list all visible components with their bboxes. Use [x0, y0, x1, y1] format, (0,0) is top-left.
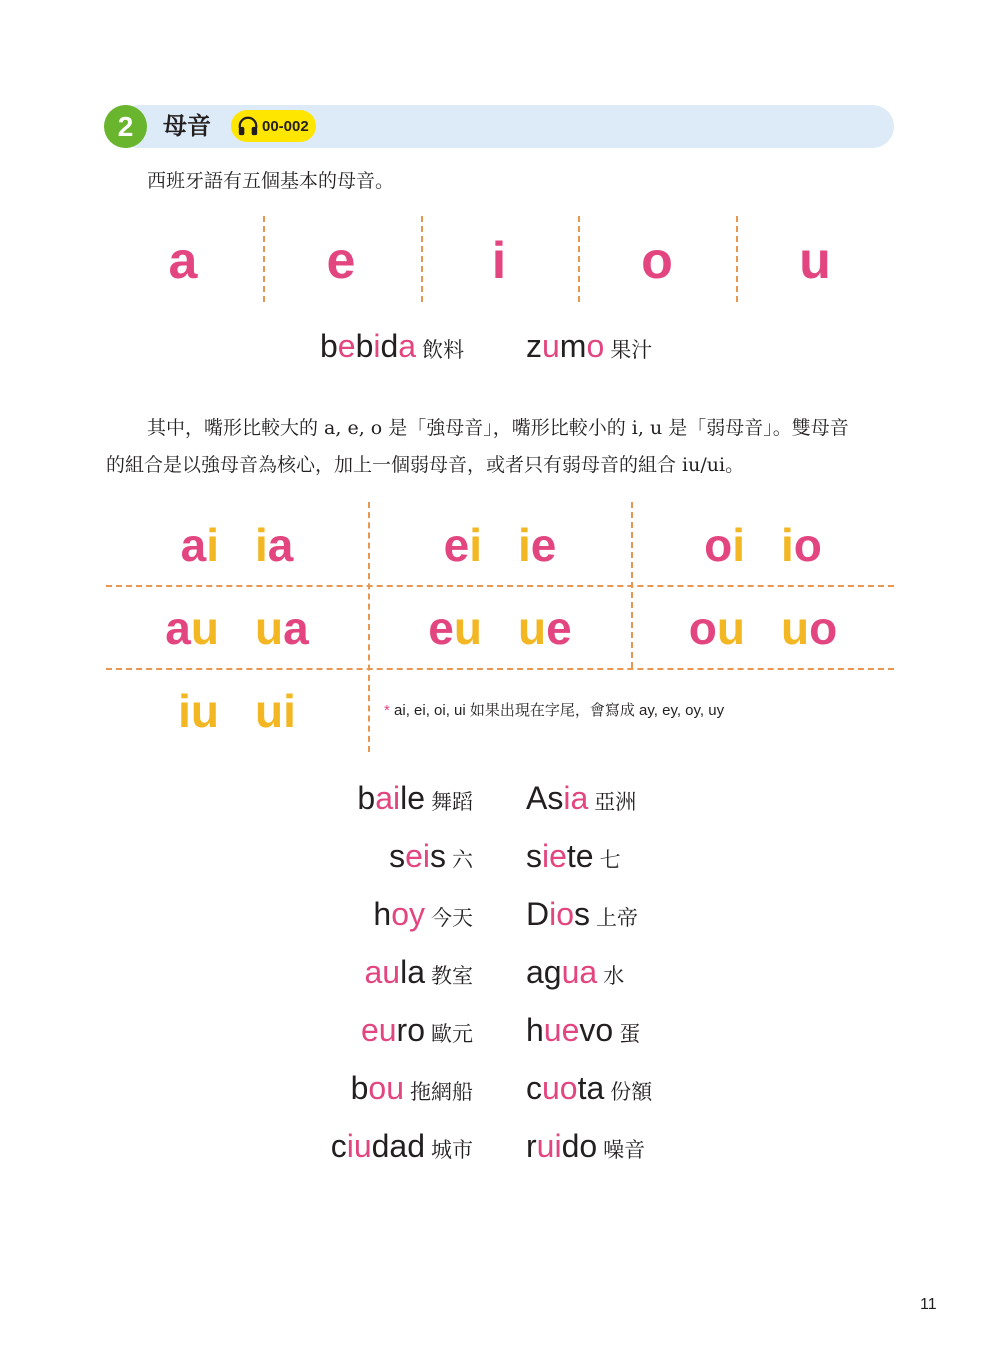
word-bou: bou 拖網船 — [350, 1070, 473, 1106]
word-gloss: 教室 — [431, 964, 473, 988]
vowel-i: i — [491, 232, 507, 290]
intro-text: 西班牙語有五個基本的母音。 — [147, 170, 395, 192]
vowel-a: a — [168, 232, 198, 290]
grid-divider — [106, 585, 894, 587]
word-part: b — [355, 328, 374, 364]
diphthong-cell — [106, 588, 368, 668]
diphthong-ie: ie — [518, 519, 557, 571]
divider — [578, 216, 580, 302]
diphthong-cell — [369, 588, 631, 668]
word-vowel: u — [542, 328, 560, 364]
diphthong-ou: ou — [688, 602, 745, 654]
word-seis: seis 六 — [389, 838, 473, 874]
divider — [263, 216, 265, 302]
diphthong-iu: iu — [178, 685, 219, 737]
vowel-u: u — [799, 232, 831, 290]
diphthong-cell — [632, 505, 894, 585]
word-gloss: 六 — [452, 848, 473, 872]
section-number-badge: 2 — [104, 105, 147, 148]
diphthong-io: io — [781, 519, 822, 571]
word-gloss: 果汁 — [610, 338, 653, 362]
diphthong-ia: ia — [255, 519, 294, 571]
diphthong-ua: ua — [255, 602, 309, 654]
word-gloss: 份額 — [610, 1080, 653, 1104]
word-hoy: hoy 今天 — [373, 896, 473, 932]
footnote-text: ai, ei, oi, ui 如果出現在字尾，會寫成 ay, ey, oy, uy — [394, 702, 725, 719]
diphthong-cell — [369, 505, 631, 585]
page-number: 11 — [920, 1296, 937, 1313]
word-part: m — [559, 328, 587, 364]
diphthong-cell — [632, 588, 894, 668]
footnote-star: * — [384, 702, 390, 719]
word-gloss: 蛋 — [619, 1022, 641, 1046]
diphthong-uo: uo — [781, 602, 838, 654]
diphthong-oi: oi — [704, 519, 745, 571]
word-siete: siete 七 — [526, 838, 621, 874]
word-gloss: 飲料 — [422, 338, 465, 362]
diphthong-ei: ei — [443, 519, 482, 571]
diphthong-ue: ue — [518, 602, 572, 654]
word-gloss: 上帝 — [596, 906, 639, 930]
diphthong-ui: ui — [255, 685, 296, 737]
word-part: b — [320, 328, 338, 364]
word-aula: aula 教室 — [364, 954, 473, 990]
word-gloss: 舞蹈 — [431, 790, 473, 814]
vowel-o: o — [641, 232, 673, 290]
word-huevo: huevo 蛋 — [526, 1012, 641, 1048]
explanation-line-1: 其中，嘴形比較大的 a, e, o 是「強母音」，嘴形比較小的 i, u 是「弱母音」。雙母音 — [147, 417, 849, 439]
word-part: z — [526, 328, 542, 364]
diphthong-au: au — [165, 602, 219, 654]
grid-divider — [106, 668, 894, 670]
diphthong-cell — [106, 671, 368, 751]
word-agua: agua 水 — [526, 954, 625, 990]
word-part: d — [380, 328, 399, 364]
word-gloss: 歐元 — [431, 1022, 473, 1046]
headphones-icon — [237, 115, 259, 137]
word-asia: Asia 亞洲 — [526, 780, 637, 816]
audio-track-button[interactable] — [231, 110, 316, 142]
word-gloss: 拖網船 — [410, 1080, 473, 1104]
word-ruido: ruido 噪音 — [526, 1128, 646, 1164]
example-word-bebida — [320, 326, 464, 370]
example-word-zumo — [526, 326, 652, 370]
diphthong-cell — [106, 505, 368, 585]
vowel-e: e — [326, 232, 356, 290]
word-vowel: e — [337, 328, 356, 364]
word-gloss: 七 — [599, 848, 621, 872]
diphthong-ai: ai — [180, 519, 219, 571]
word-gloss: 今天 — [431, 906, 473, 930]
word-gloss: 噪音 — [603, 1138, 646, 1162]
word-gloss: 水 — [603, 964, 625, 988]
divider — [736, 216, 738, 302]
divider — [421, 216, 423, 302]
diphthong-eu: eu — [428, 602, 482, 654]
word-baile: baile 舞蹈 — [357, 780, 473, 816]
audio-track-code: 00-002 — [262, 117, 309, 135]
word-ciudad: ciudad 城市 — [330, 1128, 473, 1164]
word-vowel: a — [398, 328, 417, 364]
word-cuota: cuota 份額 — [526, 1070, 653, 1106]
word-gloss: 亞洲 — [594, 790, 637, 814]
footnote — [384, 700, 724, 722]
word-gloss: 城市 — [431, 1138, 473, 1162]
explanation-line-2: 的組合是以強母音為核心，加上一個弱母音，或者只有弱母音的組合 iu/ui。 — [106, 454, 745, 476]
word-dios: Dios 上帝 — [526, 896, 639, 932]
word-vowel: o — [586, 328, 605, 364]
word-euro: euro 歐元 — [360, 1012, 473, 1048]
section-title: 母音 — [163, 112, 211, 140]
word-vowel: i — [373, 328, 381, 364]
